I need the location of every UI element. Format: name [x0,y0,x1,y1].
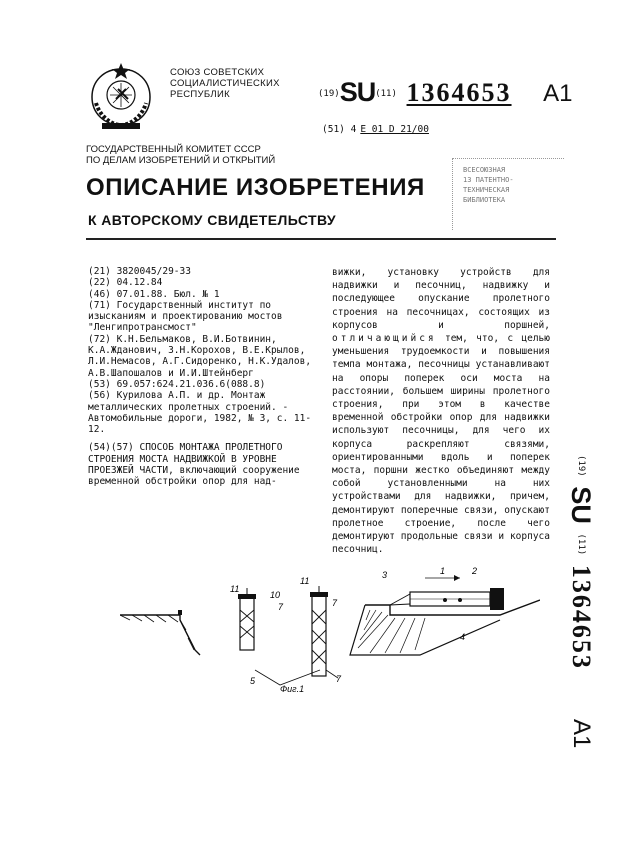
figure-1-drawing [120,560,540,710]
figure-label-11b: 11 [300,576,310,586]
country-code: SU [339,77,376,107]
figure-label-1: 1 [440,566,446,576]
figure-label-3: 3 [382,570,388,580]
figure-label-10: 10 [270,590,281,600]
pier-1 [238,588,256,650]
document-subtitle: К АВТОРСКОМУ СВИДЕТЕЛЬСТВУ [88,212,337,228]
ussr-emblem-icon [82,63,160,133]
publication-number: $^{(19)}$SU$^{(11)}$ 1364653 A1 [318,77,573,107]
filing-date: (22) 04.12.84 [88,277,163,289]
applicant: (71) Государственный институт по изысканиям и проектированию мостов "Ленгипротрансмост" [88,299,283,334]
distinguishing-phrase: отличающийся [332,333,437,345]
library-stamp: ВСЕСОЮЗНАЯ 13 ПАТЕНТНО- ТЕХНИЧЕСКАЯ БИБЛИОТЕКА [452,158,564,230]
patent-number: 1364653 [406,78,512,107]
header-divider [86,238,556,240]
application-number: (21) 3820045/29-33 [88,266,191,277]
document-title: ОПИСАНИЕ ИЗОБРЕТЕНИЯ [86,174,425,201]
inventors: (72) К.Н.Бельмаков, В.И.Ботвинин, К.А.Жданович, З.Н.Корохов, В.Е.Крылов, Л.И.Немасов, А.Г.Сидоренко, Н.К.Удалов, А.В.Шапошалов и И.И.Штейнберг [88,333,312,379]
abstract-continuation: вижки, установку устройств для надвижки и песочниц, надвижку и последующее опускание пролетного строения на песочницах, состоящих из корпусов и поршней, отличающийся тем, что, с целью уменьшения трудоемкости и повышения темпа монтажа, песочницы устанавливают на опоры поперек оси моста на расстоянии, большем ширины пролетного строения, при этом в качестве временной обстройки опор для надвижки используют песочницы, для чего их корпуса раскрепляют связями, ориентированными вдоль и поперек моста, поршни жестко объединяют между собой установленными на них устройствами для надвижки, причем, демонтируют поперечные связи, опускают пролетное строение, после чего демонтируют продольные связи и корпуса песочниц. [332,267,550,556]
issuing-state: СОЮЗ СОВЕТСКИХ СОЦИАЛИСТИЧЕСКИХ РЕСПУБЛИК [170,67,280,100]
figure-label-2: 2 [472,566,478,576]
publication-date: (46) 07.01.88. Бюл. № 1 [88,288,220,300]
figure-label-7b: 7 [332,598,338,608]
ipc-classification: (51) 4 Е 01 D 21/00 [322,124,429,135]
side-publication-number: (19) SU (11) 1364653 A1 [566,455,596,749]
document-kind: A1 [543,80,573,107]
figure-caption: Фиг.1 [280,684,305,694]
references-cited: (56) Курилова А.П. и др. Монтаж металлических пролетных строений. - Автомобильные дороги, 1982, № 3, с. 11-12. [88,390,312,436]
pier-2 [310,586,328,676]
right-abutment-with-span [350,575,540,655]
left-abutment [120,610,200,655]
figure-label-5: 5 [250,676,256,686]
figure-label-4: 4 [460,632,466,642]
abstract-start: (54)(57) СПОСОБ МОНТАЖА ПРОЛЕТНОГО СТРОЕНИЯ МОСТА НАДВИЖКОЙ В УРОВНЕ ПРОЕЗЖЕЙ ЧАСТИ, включающий сооружение временной обстройки опор для над- [88,442,300,488]
udc-code: (53) 69.057:624.21.036.6(088.8) [88,378,266,390]
figure-label-7a: 7 [278,602,284,612]
figure-label-11a: 11 [230,584,240,594]
figure-label-7c: 7 [336,674,342,684]
committee: ГОСУДАРСТВЕННЫЙ КОМИТЕТ СССР ПО ДЕЛАМ ИЗОБРЕТЕНИЙ И ОТКРЫТИЙ [86,144,276,166]
bibliographic-data [88,266,320,488]
